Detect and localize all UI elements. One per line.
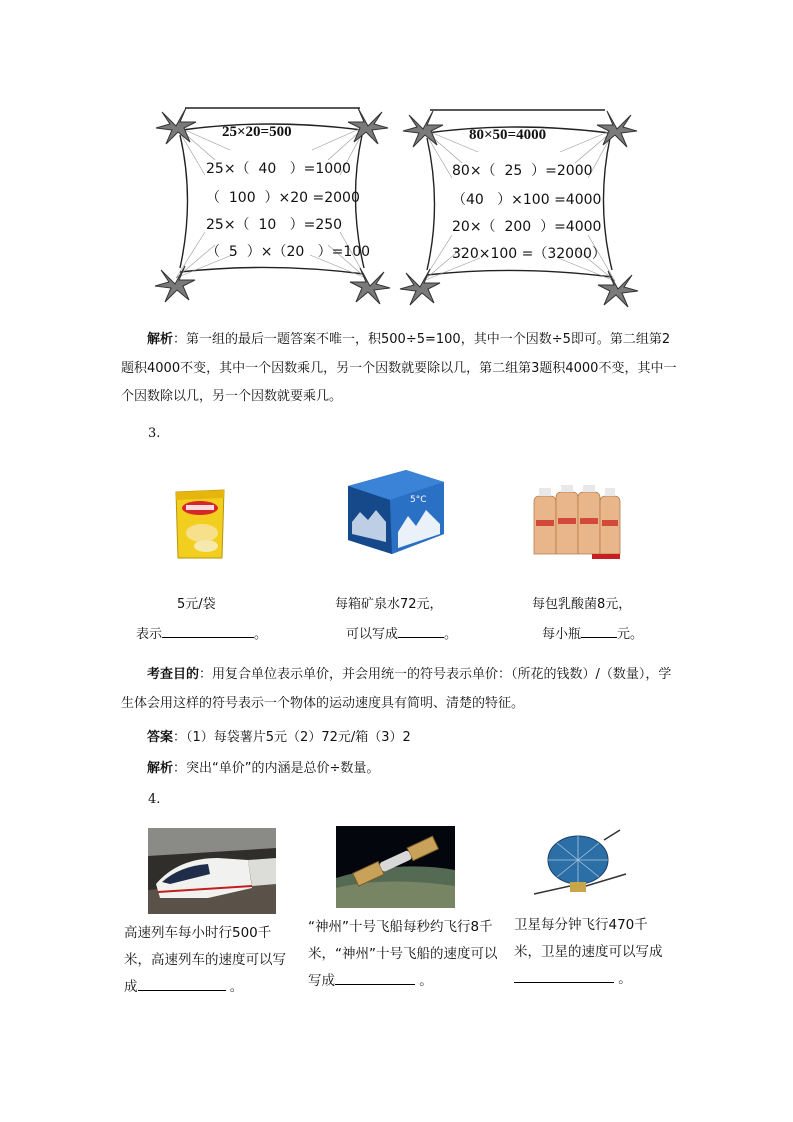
question-number: 3. [148, 426, 161, 441]
q3-item-3-line2: 每小瓶 元。 [542, 627, 644, 642]
bird-icon [403, 111, 443, 147]
purpose-label: 考查目的 [147, 667, 200, 682]
q3-item-2-line2: 可以写成 。 [346, 627, 458, 642]
bird-icon [400, 269, 440, 305]
analysis-text: ：突出“单价”的内涵是总价÷数量。 [173, 761, 380, 776]
yogurt-bottles-image [528, 484, 624, 560]
answer-paragraph [121, 724, 677, 753]
bird-icon [597, 111, 637, 147]
question-number: 4. [148, 792, 161, 807]
purpose-paragraph [121, 661, 677, 718]
q3-item-1-line2: 表示 。 [136, 627, 268, 642]
bird-icon [155, 266, 195, 302]
frame-1-line: （ 5 ）×（20 ）=100 [206, 244, 371, 260]
answer-blank[interactable] [162, 625, 254, 638]
bird-icon [348, 108, 388, 144]
frame-1-line: （ 100 ）×20 =2000 [206, 190, 360, 206]
answer-blank[interactable] [514, 970, 614, 983]
frame-2-line: 320×100 =（32000） [452, 246, 606, 262]
answer-blank[interactable] [581, 625, 617, 638]
frame-1-title: 25×20=500 [222, 124, 292, 140]
analysis-text: ：第一组的最后一题答案不唯一，积500÷5=100，其中一个因数÷5即可。第二组第2题积4000不变，其中一个因数乘几，另一个因数就要除以几，第二组第3题积4000不变，其中一个因数除以几，另一个因数就要乘几。 [121, 332, 677, 404]
chips-bag-image [172, 488, 228, 560]
frame-2-line: 80×（ 25 ）=2000 [452, 163, 593, 179]
q4-item-3-text: 卫星每分钟飞行470千米，卫星的速度可以写成 。 [514, 917, 663, 987]
answer-blank[interactable] [138, 978, 226, 991]
bird-icon [156, 108, 196, 144]
answer-label: 答案 [147, 730, 174, 745]
spacecraft-photo-image [336, 826, 455, 908]
frame-2-line: 20×（ 200 ）=4000 [452, 219, 602, 235]
svg-text:5°C: 5°C [410, 495, 427, 505]
analysis-label: 解析 [147, 761, 174, 776]
frame-1-line: 25×（ 10 ）=250 [206, 217, 343, 233]
q4-item-1-text: 高速列车每小时行500千米，高速列车的速度可以写成 。 [124, 925, 286, 995]
answer-text: ：（1）每袋薯片5元（2）72元/箱（3）2 [173, 730, 411, 745]
purpose-text: ：用复合单位表示单价，并会用统一的符号表示单价：（所花的钱数）/（数量），学生体会用这样的符号表示一个物体的运动速度具有简明、清楚的特征。 [121, 667, 672, 711]
q3-item-3-line1: 每包乳酸菌8元， [532, 597, 632, 612]
train-photo-image [148, 828, 276, 914]
q4-item-2-text: “神州”十号飞船每秒约飞行8千米，“神州”十号飞船的速度可以写成 。 [308, 919, 498, 989]
satellite-photo-image [530, 826, 630, 910]
q3-item-2-line1: 每箱矿泉水72元， [335, 597, 443, 612]
analysis-2-paragraph [121, 755, 677, 784]
frame-2-line: （40 ）×100 =4000 [452, 192, 602, 208]
bird-icon [598, 271, 638, 307]
answer-blank[interactable] [335, 972, 415, 985]
q3-item-1-line1: 5元/袋 [177, 597, 216, 612]
bird-icon [350, 268, 390, 304]
water-box-image [346, 462, 446, 556]
analysis-paragraph [121, 326, 677, 412]
frame-2-title: 80×50=4000 [469, 127, 547, 143]
frame-1-line: 25×（ 40 ）=1000 [206, 161, 351, 177]
analysis-label: 解析 [147, 332, 174, 347]
answer-blank[interactable] [398, 625, 444, 638]
